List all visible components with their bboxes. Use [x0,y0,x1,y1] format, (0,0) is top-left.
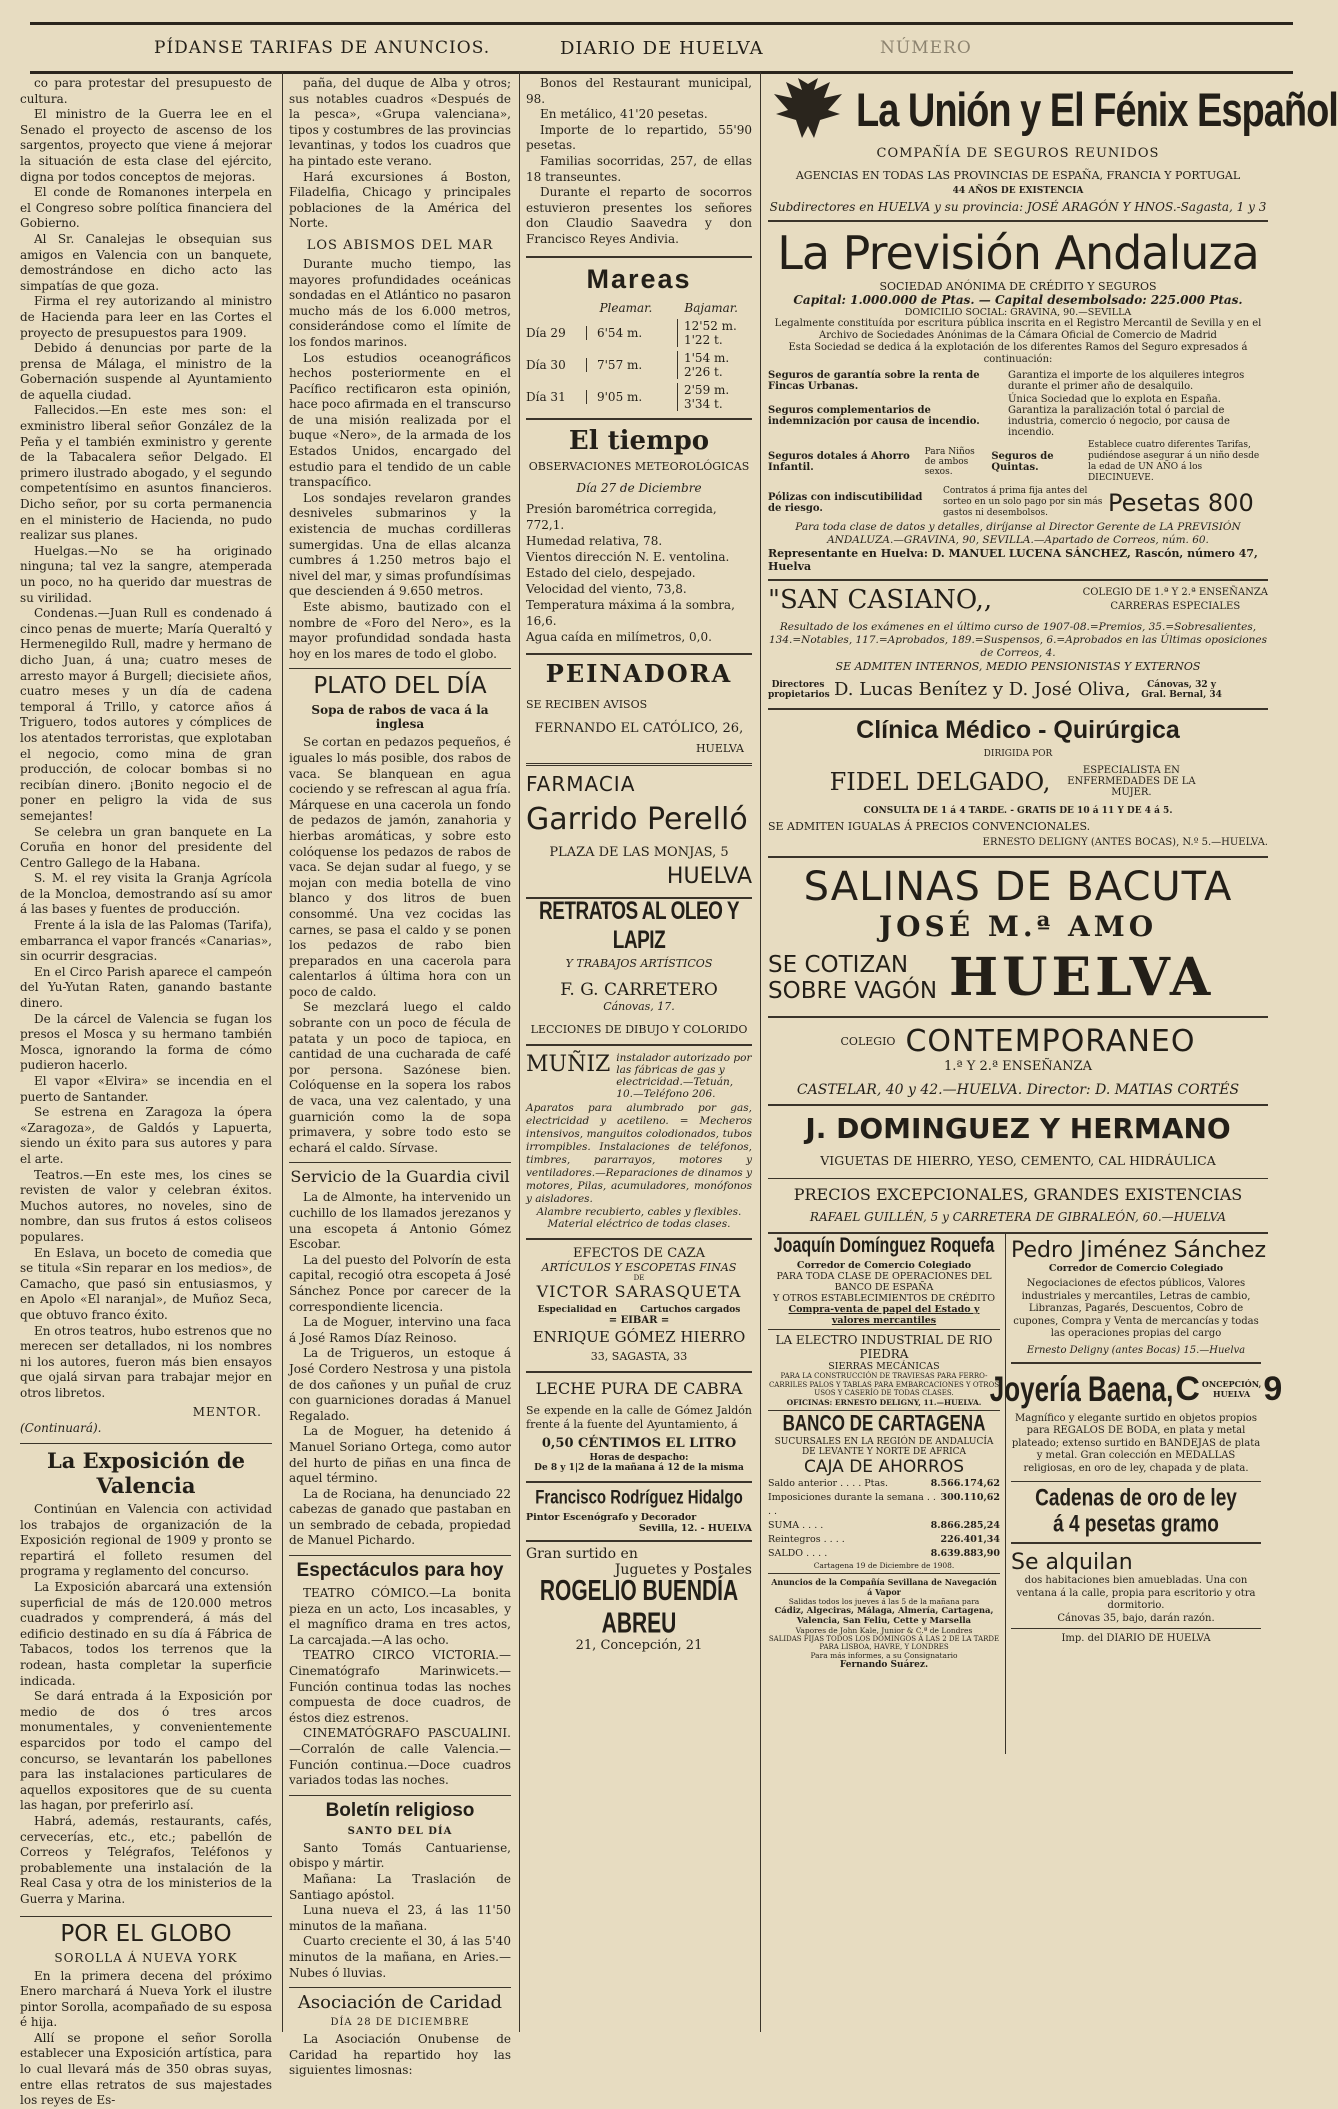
paragraph: El vapor «Elvira» se incendia en el puerto de Santander. [20,1074,272,1104]
muniz-head: instalador autorizado por las fábricas de gas y electricidad.—Tetuán, 10.—Teléfono 206. [616,1051,752,1100]
seguro-quintas: Seguros de Quintas. [991,451,1054,473]
farmacia-ad [526,772,752,889]
paragraph: El ministro de la Guerra lee en el Senado el proyecto de ascenso de los sargentos, proyecto que viene á mejorar la situación de esta clase del ejército, digna por todos conceptos de mejoras. [20,107,272,184]
baena-c: C [1175,1369,1200,1408]
section-title-guardia: Servicio de la Guardia civil [290,1167,510,1187]
casiano-body: Resultado de los exámenes en el último curso de 1907-08.=Premios, 35.=Sobresalientes, 134.=Notables, 117.=Aprobados, 189.=Suspensos, 6.=Aprobados en las Últimas oposiciones de Correos, 4. [768,621,1268,659]
tiempo-reading: Velocidad del viento, 73,8. [526,581,687,596]
column-4 [768,76,1338,2036]
alquilan-big: Se alquilan [1011,1550,1133,1575]
muniz-foot2: Material eléctrico de todas clases. [547,1217,731,1230]
baena-street: ONCEPCIÓN, [1201,1379,1262,1389]
contemp-sub: 1.ª Y 2.ª ENSEÑANZA [944,1059,1092,1074]
tiempo-reading: Agua caída en milímetros, 0,0. [526,629,712,644]
cartagena-row [768,1547,1000,1561]
paragraph: Se dará entrada á la Exposición por medio de dos ó tres arcos monumentales, y convenientemente esparcidos por todo el campo del concurso, se levantarán los pabellones para las instalaciones particulares de aquellos expositores que de su cuenta las hagan, por preferirlo así. [20,1689,272,1813]
caza-agent: ENRIQUE GÓMEZ HIERRO [532,1327,746,1346]
caridad-continued [526,76,752,248]
cartagena-value: 300.110,62 [940,1491,1000,1503]
seguro-polizas: Pólizas con indiscutibilidad de riesgo. [768,491,923,514]
tiempo-reading: Estado del cielo, despejado. [526,565,696,580]
vapores-l2: Vapores de John Kale, Junior & C.ª de Londres [795,1625,973,1635]
paragraph: La Exposición abarcará una extensión superficial de más de 120.000 metros cuadrados y comprenderá, á más del edificio destinado en su día á Fábrica de Tabacos, todos los terrenos que la rodean, hasta completar la superficie indicada. [20,1580,272,1688]
salinas-l2: SOBRE VAGÓN [768,977,938,1004]
roquefa-l1: PARA TODA CLASE DE OPERACIONES DEL BANCO DE ESPAÑA [776,1271,992,1293]
marea-baja1: 1'54 m. [684,350,730,365]
casiano-names: D. Lucas Benítez y D. José Oliva, [834,679,1131,700]
caza-esp: Especialidad en [537,1304,617,1315]
paragraph: Habrá, además, restaurants, cafés, cervecerías, etc., etc.; pabellón de Correos y Telégrafos, Teléfonos y probablemente una instalación de la Real Casa y otra de los ministerios de la Guerra y Marina. [20,1813,272,1906]
globo-article [20,1969,272,2109]
paragraph: En otros teatros, hubo estrenos que no merecen ser detallados, ni los nombres ni los autores, fueron más bien ensayos que ojalá sirvan para trabajar mejor en otros libretos. [20,1323,272,1400]
paragraph: La Asociación Onubense de Caridad ha repartido hoy las siguientes limosnas: [289,2032,511,2078]
alquilan-addr: Cánovas 35, bajo, darán razón. [1057,1612,1215,1624]
clinica-igual: SE ADMITEN IGUALAS Á PRECIOS CONVENCIONALES. [768,820,1091,833]
tiempo-reading: Presión barométrica corregida, 772,1. [526,501,717,532]
paragraph: Continúan en Valencia con actividad los trabajos de organización de la Exposición regional de 1909 y pronto se repartirá el folleto resumen del programa y reglamento del concurso. [20,1502,272,1579]
peinadora-ad [526,659,752,755]
san-casiano-ad [768,585,1268,700]
plato-subtitle: Sopa de rabos de vaca á la inglesa [311,703,489,732]
expo-article [20,1502,272,1907]
tiempo-readings [526,501,752,645]
paragraph: Importe de lo repartido, 55'90 pesetas. [526,122,752,153]
column-2 [289,76,511,2078]
prevision-dom: DOMICILIO SOCIAL: GRAVINA, 90.—SEVILLA [904,307,1132,318]
seguro-renta: Seguros de garantía sobre la renta de Fincas Urbanas. [768,370,980,392]
roquefa-l3: Compra-venta de papel del Estado y valores mercantiles [788,1304,980,1326]
marea-dia: Día 29 [526,325,566,340]
paragraph: La de Moguer, ha detenido á Manuel Soriano Ortega, como autor del hurto de piñas en una finca de aquel término. [289,1424,511,1486]
clinica-name: FIDEL DELGADO, [829,767,1051,796]
caza-eibar: = EIBAR = [608,1314,670,1326]
seguro-polizas-desc: Contratos á prima fija antes del sorteo en un solo pago por sin más gastos ni desembolsos. [943,486,1103,518]
marea-bajamar [677,383,729,411]
casiano-title: "SAN CASIANO,, [768,585,993,615]
cartagena-value: 226.401,34 [940,1533,1000,1545]
paragraph: co para protestar del presupuesto de cultura. [20,76,272,106]
paragraph: En la primera decena del próximo Enero marchará á Nueva York el ilustre pintor Sorolla, acompañado de su esposa é hija. [20,1968,272,2030]
header-title: DIARIO DE HUELVA [560,38,764,59]
cartagena-caja: CAJA DE AHORROS [803,1456,965,1477]
cartagena-key: SALDO . . . . [768,1547,828,1559]
rogelio-l1: Gran surtido en [526,1545,638,1562]
prevision-price: Pesetas 800 [1108,488,1254,517]
rio-body: PARA LA CONSTRUCCIÓN DE TRAVIESAS PARA FERRO-CARRILES PALOS Y TABLAS PARA EMBARCACIONES Y OTROS USOS Y CASERÍO DE TODAS CLASES. [768,1372,1000,1397]
leche-hours: De 8 y 1|2 de la mañana á 12 de la misma [534,1462,744,1473]
section-title-boletin: Boletín religioso [325,1799,475,1821]
caza-name: VICTOR SARASQUETA [536,1281,742,1301]
paragraph: Hará excursiones á Boston, Filadelfia, Chicago y principales poblaciones de la América del Norte. [289,169,511,231]
paragraph: En Eslava, un boceto de comedia que se titula «Sin reparar en los medios», de Camacho, que pasó sin entusiasmos, y en Apolo «El naranjal», de Muñoz Seca, que obtuvo franco éxito. [20,1245,272,1322]
mareas-table [526,319,752,411]
casiano-adm: SE ADMITEN INTERNOS, MEDIO PENSIONISTAS Y EXTERNOS [835,660,1201,673]
paragraph: Los estudios oceanográficos hechos posteriormente en el Pacífico rectificaron esta opinión, hace poco afirmada en el transcurso de una misión realizada por el buque «Nero», de la armada de los Estados Unidos, encargado del estudio para el tendido de un cable transpacífico. [289,350,511,490]
pedro-addr: Ernesto Deligny (antes Bocas) 15.—Huelva [1026,1344,1246,1356]
header-left: PÍDANSE TARIFAS DE ANUNCIOS. [154,38,491,58]
caza-addr: 33, SAGASTA, 33 [590,1349,688,1363]
rogelio-name: ROGELIO BUENDÍA ABREU [539,1575,739,1639]
marea-baja2: 2'26 t. [684,364,723,379]
paragraph: En el Circo Parish aparece el campeón del Yu-Yutan Raten, ganando bastante dinero. [20,964,272,1011]
roquefa-title: Corredor de Comercio Colegiado [796,1260,972,1271]
paragraph: Frente á la isla de las Palomas (Tarifa), embarranca el vapor francés «Canarias», sin ocurrir desgracias. [20,918,272,964]
section-title-exposicion: La Exposición de Valencia [46,1448,246,1499]
dominguez-prices: PRECIOS EXCEPCIONALES, GRANDES EXISTENCIAS [793,1185,1243,1204]
cartagena-key: Saldo anterior . . . . Ptas. [768,1477,889,1489]
paragraph: TEATRO CÓMICO.—La bonita pieza en un acto, Los incasables, y el magnífico drama en tres actos, La carcajada.—A las ocho. [289,1586,511,1647]
casiano-r2: CARRERAS ESPECIALES [1110,601,1241,612]
pedro-name: Pedro Jiménez Sánchez [1011,1238,1267,1263]
paragraph: La del puesto del Polvorín de esta capital, recogió otra escopeta á José Sánchez Ponce por carecer de la correspondiente licencia. [289,1252,511,1314]
mareas-row [526,383,752,411]
marea-baja2: 1'22 t. [684,332,723,347]
union-sub: COMPAÑÍA DE SEGUROS REUNIDOS [876,146,1160,161]
union-years: 44 AÑOS DE EXISTENCIA [952,186,1084,196]
roquefa-l2: Y OTROS ESTABLECIMIENTOS DE CRÉDITO [772,1293,996,1304]
paragraph: CINEMATÓGRAFO PASCUALINI.—Corralón de calle Valencia.—Función continua.—Doce cuadros variados todas las noches. [289,1726,511,1788]
pedro-title: Corredor de Comercio Colegiado [1048,1263,1224,1274]
paragraph: Al Sr. Canalejas le obsequian sus amigos en Valencia con un banquete, demostrándose en dicho acto las simpatías de que goza. [20,231,272,293]
paragraph: La de Moguer, intervino una faca á José Ramos Díaz Reinoso. [289,1315,511,1345]
paragraph: Cuarto creciente el 30, á las 5'40 minutos de la mañana, en Aries.—Nubes ó lluvias. [289,1934,511,1980]
caza-de: DE [633,1273,645,1282]
marea-bajamar [677,319,737,347]
cartagena-value: 8.566.174,62 [930,1477,1000,1489]
boletin-article [289,1841,511,1981]
cartagena-value: 8.639.883,90 [930,1547,1000,1559]
retratos-lessons: LECCIONES DE DIBUJO Y COLORIDO [530,1022,748,1036]
retratos-title: RETRATOS AL OLEO Y LAPIZ [538,897,740,954]
signature: MENTOR. [192,1405,262,1420]
rio-name: LA ELECTRO INDUSTRIAL DE RIO PIEDRA [775,1333,993,1361]
pedro-body: Negociaciones de efectos públicos, Valores industriales y mercantiles, Letras de cambio, Libranzas, Pagarés, Descuentos, Cobro de cupones, Compra y Venta de mercancías y todas las operaciones propias del cargo [1013,1278,1259,1339]
asociacion-subtitle: DÍA 28 DE DICIEMBRE [330,2017,470,2029]
marea-baja2: 3'34 t. [684,396,723,411]
paragraph: S. M. el rey visita la Granja Agrícola de la Moncloa, demostrando así su amor á las bases y fuentes de producción. [20,871,272,917]
plato-article [289,735,511,1156]
union-sub2: Subdirectores en HUELVA y su provincia: JOSÉ ARAGÓN Y HNOS.-Sagasta, 1 y 3 [769,200,1267,214]
cartagena-title: BANCO DE CARTAGENA [782,1410,986,1436]
salinas-ad [768,864,1268,1008]
vapores-ports: Cádiz, Algeciras, Málaga, Almería, Cartagena, Valencia, San Feliu, Cette y Marsella [774,1605,994,1626]
clinica-addr: ERNESTO DELIGNY (ANTES BOCAS), N.º 5.—HUELVA. [982,837,1268,848]
dominguez-name: J. DOMINGUEZ Y HERMANO [805,1112,1231,1145]
cartagena-key: Reintegros . . . . [768,1533,845,1545]
seguro-incendio: Seguros complementarios de indemnización por causa de incendio. [768,405,980,427]
clinica-ad [768,716,1268,848]
hidalgo-name: Francisco Rodríguez Hidalgo [535,1485,743,1509]
marea-dia: Día 31 [526,389,566,404]
hidalgo-prof: Pintor Escenógrafo y Decorador [526,1511,697,1523]
rogelio-l2: Juguetes y Postales [614,1561,752,1578]
masthead-bar [30,22,1293,74]
casiano-dir: Directores propietarios [768,679,830,700]
retratos-sub: Y TRABAJOS ARTÍSTICOS [565,956,713,970]
paragraph: Allí se propone el señor Sorolla establecer una Exposición artística, para lo cual llevará más de 350 obras suyas, entre ellas retratos de sus majestades los reyes de Es- [20,2030,272,2108]
clinica-title: Clínica Médico - Quirúrgica [856,716,1180,744]
baena-body: Magnífico y elegante surtido en objetos propios para REGALOS DE BODA, en plata y metal plateado; extenso surtido en BANDEJAS de plata y metal. Gran colección en MEDALLAS religiosas, en oro de ley, chapada y de plata. [1011,1412,1261,1474]
marea-bajamar [677,351,729,379]
rio-of: OFICINAS: ERNESTO DELIGNY, 11.—HUELVA. [786,1397,982,1407]
caza-l1: EFECTOS DE CAZA [572,1245,706,1261]
bajamar-label: Bajamar. [684,300,738,315]
column-1 [20,76,272,2108]
mareas-box [526,264,752,414]
dominguez-sub: VIGUETAS DE HIERRO, YESO, CEMENTO, CAL HIDRÁULICA [820,1153,1216,1168]
cartagena-sub: SUCURSALES EN LA REGIÓN DE ANDALUCÍA DE LEVANTE Y NORTE DE AFRICA [774,1436,994,1457]
hidalgo-addr: Sevilla, 12. - HUELVA [638,1522,752,1534]
tiempo-date: Día 27 de Diciembre [576,480,702,495]
contemporaneo-ad [768,1024,1268,1098]
tiempo-reading: Temperatura máxima á la sombra, 16,6. [526,597,735,628]
paragraph: Firma el rey autorizando al ministro de Hacienda para leer en las Cortes el proyecto de presupuestos para 1909. [20,294,272,340]
casiano-addr: Cánovas, 32 y Gral. Bernal, 34 [1141,679,1222,700]
section-title-globo: POR EL GLOBO [60,1920,232,1947]
tiempo-subtitle: OBSERVACIONES METEOROLÓGICAS [528,459,750,473]
salinas-l1: SE COTIZAN [768,951,909,978]
leche-price: 0,50 CÉNTIMOS EL LITRO [541,1435,737,1451]
paragraph: Este abismo, bautizado con el nombre de «Foro del Nero», es la mayor profundidad sondada hasta hoy en los mares de todo el globo. [289,600,511,661]
paragraph: Se estrena en Zaragoza la ópera «Zaragoza», de Galdós y Lapuerta, siendo un éxito para sus autores y para el arte. [20,1105,272,1166]
section-title-espectaculos: Espectáculos para hoy [296,1560,504,1582]
rogelio-addr: 21, Concepción, 21 [575,1637,703,1653]
paragraph: La de Rociana, ha denunciado 22 cabezas de ganado que pastaban en un sembrado de cebada, propiedad de Manuel Pichardo. [289,1486,511,1548]
phoenix-emblem-icon [768,76,848,146]
clinica-dir: DIRIGIDA POR [983,749,1053,759]
caza-cart: Cartuchos cargados [640,1304,741,1315]
prevision-ad [768,226,1268,573]
union-title: La Unión y El Fénix Español [856,84,1338,137]
cartagena-date: Cartagena 19 de Diciembre de 1908. [813,1560,955,1570]
cadenas-l2: á 4 pesetas gramo [1053,1511,1219,1538]
imprenta: Imp. del DIARIO DE HUELVA [1061,1632,1211,1644]
paragraph: Durante el reparto de socorros estuvieron presentes los señores don Claudio Saavedra y don Francisco Reyes Andivia. [526,185,752,246]
mareas-row [526,319,752,347]
peinadora-l1: SE RECIBEN AVISOS [526,697,648,711]
muniz-foot1: Alambre recubierto, cables y flexibles. [536,1205,742,1218]
paragraph: Bonos del Restaurant municipal, 98. [526,76,752,106]
paragraph: El conde de Romanones interpela en el Congreso sobre política financiera del Gobierno. [20,185,272,231]
section-title-plato: PLATO DEL DÍA [313,673,487,700]
baena-city: HUELVA [1213,1389,1251,1399]
salinas-name: JOSÉ M.ª AMO [878,910,1158,943]
union-agencias: AGENCIAS EN TODAS LAS PROVINCIAS DE ESPAÑA, FRANCIA Y PORTUGAL [795,169,1241,182]
pedro-ad [989,1238,1283,1644]
tiempo-reading: Vientos dirección N. E. ventolina. [526,549,730,564]
header-right: NÚMERO [880,38,972,58]
guardia-article [289,1190,511,1549]
cartagena-row [768,1533,1000,1547]
dominguez-addr: RAFAEL GUILLÉN, 5 y CARRETERA DE GIBRALEÓN, 60.—HUELVA [809,1210,1227,1224]
paragraph: La de Almonte, ha intervenido un cuchillo de los llamados jerezanos y una escopeta á Antonio Gómez Escobar. [289,1190,511,1252]
tiempo-reading: Humedad relativa, 78. [526,533,663,548]
paragraph: Durante mucho tiempo, las mayores profundidades oceánicas sondadas en el Atlántico no pasaron mucho más de los 6.000 metros, considerándose como el límite de los fondos marinos. [289,256,511,349]
paragraph: Luna nueva el 23, á las 11'50 minutos de la mañana. [289,1903,511,1933]
retratos-addr: Cánovas, 17. [603,999,675,1013]
rio-sub: SIERRAS MECÁNICAS [828,1361,940,1372]
tiempo-box [526,426,752,645]
peinadora-addr: FERNANDO EL CATÓLICO, 26, [534,720,744,736]
cartagena-key: Imposiciones durante la semana . . . . [768,1491,936,1517]
union-fenix-ad [768,76,1338,214]
vapores-l4: Para más informes, a su Consignatario [810,1650,958,1660]
retratos-name: F. G. CARRETERO [560,979,718,1000]
peinadora-title: PEINADORA [545,658,733,688]
mareas-row [526,351,752,379]
vapores-cons: Fernando Suárez. [839,1659,929,1670]
asociacion-article [289,2032,511,2079]
abismos-title: LOS ABISMOS DEL MAR [306,237,494,253]
paragraph: Familias socorridas, 257, de ellas 18 transeuntes. [526,153,752,184]
paragraph: TEATRO CIRCO VICTORIA.—Cinematógrafo Marinwicets.—Función continua todas las noches compuesta de doce cuadros, de éstos diez estrenos. [289,1648,511,1725]
sorolla-continued [289,76,511,232]
farmacia-addr: PLAZA DE LAS MONJAS, 5 [549,844,729,860]
farmacia-city: HUELVA [666,863,752,889]
boletin-subtitle: SANTO DEL DÍA [347,1825,453,1837]
news-summary [20,76,272,1401]
contemp-name: CONTEMPORANEO [905,1024,1196,1059]
dominguez-ad [768,1112,1268,1224]
vapores-head: Anuncios de la Compañía Sevillana de Navegación á Vapor [771,1576,997,1597]
seguro-incendio-desc: Única Sociedad que lo explota en España. Garantiza la paralización total ó parcial de industria, comercio ó negocio, por causa de incendio. [1008,394,1230,438]
paragraph: Teatros.—En este mes, los cines se revisten de valor y celebran éxitos. Muchos autores, no noveles, sino de nombre, dan sus frutos á estos coliseos populares. [20,1167,272,1244]
prevision-legal: Legalmente constituída por escritura pública inscrita en el Registro Mercantil de Sevilla y en el Archivo de Sociedades Anónimas de la Cámara Oficial de Comercio de Madrid [774,318,1262,341]
column-rule-2 [519,72,520,2032]
marea-baja1: 2'59 m. [684,382,730,397]
alquilan-body: dos habitaciones bien amuebladas. Una con ventana á la calle, propia para escritorio y otra dormitorio. [1016,1575,1256,1611]
seguro-renta-desc: Garantiza el importe de los alquileres integros durante el primer año de desalquilo. [1008,370,1245,392]
prevision-datos: Para toda clase de datos y detalles, diríjanse al Director Gerente de LA PREVISIÓN ANDALUZA.—GRAVINA, 90, SEVILLA.—Apartado de Correos, núm. 60. [795,521,1241,546]
seguro-quintas-desc: Establece cuatro diferentes Tarifas, pudiéndose asegurar á un niño desde la edad de UN AÑO á los DIECINUEVE. [1087,440,1260,483]
muniz-ad [526,1052,752,1230]
leche-body: Se expende en la calle de Gómez Jaldón frente á la fuente del Ayuntamiento, á [526,1403,752,1431]
clinica-spec: ESPECIALISTA EN ENFERMEDADES DE LA MUJER. [1067,765,1196,798]
paragraph: En metálico, 41'20 pesetas. [540,107,708,122]
muniz-name: MUÑIZ [526,1051,611,1077]
column-rule-1 [282,72,283,2032]
cartagena-row [768,1477,1000,1491]
baena-name: Joyería Baena, [989,1368,1174,1409]
caza-ad [526,1246,752,1363]
leche-ad [526,1379,752,1473]
pleamar-label: Pleamar. [599,300,653,315]
marea-plea: 9'05 m. [586,390,677,404]
vapores-l1: Salidas todos los jueves á las 5 de la mañana para [788,1596,980,1606]
prevision-sub: SOCIEDAD ANÓNIMA DE CRÉDITO Y SEGUROS [879,280,1157,293]
paragraph: La de Trigueros, un estoque á José Cordero Nestrosa y una pistola de dos cañones y un puñal de cruz con guarniciones doradas á Manuel Regalado. [289,1346,511,1423]
marea-baja1: 12'52 m. [684,318,737,333]
caza-l2: ARTÍCULOS Y ESCOPETAS FINAS [541,1260,737,1274]
cartagena-value: 8.866.285,24 [930,1519,1000,1531]
contemp-pre: COLEGIO [840,1035,896,1048]
rogelio-ad [526,1546,752,1653]
paragraph: Debido á denuncias por parte de la prensa de Málaga, el ministro de la Gobernación suspende al Ayuntamiento de aquella ciudad. [20,341,272,402]
salinas-city: HUELVA [949,947,1215,1008]
vapores-l3: SALIDAS FIJAS TODOS LOS DOMINGOS Á LAS 2 DE LA TARDE PARA LISBOA, HAVRE, Y LONDRES [768,1634,1000,1651]
column-rule-3 [760,72,761,2032]
paragraph: Se cortan en pedazos pequeños, é iguales lo más posible, dos rabos de vaca. Se blanquean en agua cociendo y se refrescan al agua fría. Márquese en una cacerola un fondo de pedazos de jamón, zanahoria y hierbas aromáticas, y sobre esto colóquense los pedazos de rabos de vaca. Se dejan sudar al fuego, y se mojan con media botella de vino blanco y dos litros de buen consommé. Una vez cocidas las carnes, se pasa el caldo y se ponen los pedazos de rabo bien preparados en una cacerola para calentarlos á última hora con un poco de caldo. [289,735,511,999]
seguro-dotal-desc: Para Niños de ambos sexos. [924,447,975,477]
farmacia-name: Garrido Perelló [526,801,748,837]
continued-note: (Continuará). [20,1421,102,1436]
cartagena-row [768,1491,1000,1519]
paragraph: Condenas.—Juan Rull es condenado á cinco penas de muerte; María Queraltó y Hermenegildo Rull, madre y hermano de dicho Juan, á una; cuatro meses de arresto mayor á Burgell; diecisiete años, cuatro meses y un día de cadena temporal á Trillo, y catorce años á Triguero, todos autores y cómplices de los atentados terroristas, que explotaban el negocio, como mina de gran producción, de colocar bombas si no recibían dinero. ¡Bonito negocio el de poner en peligro la vida de sus semejantes! [20,606,272,823]
roquefa-ad [768,1235,1000,1670]
espectaculos-article [289,1586,511,1789]
paragraph: Los sondajes revelaron grandes desniveles submarinos y la existencia de muchas cordilleras sumergidas. Una de ellas alcanza cumbres á 1.250 metros bajo el nivel del mar, y simas profundísimas que descienden á 9.650 metros. [289,490,511,599]
seguro-dotal: Seguros dotales á Ahorro Infantil. [768,451,910,473]
prevision-capital: Capital: 1.000.000 de Ptas. — Capital desembolsado: 225.000 Ptas. [793,293,1243,307]
marea-plea: 7'57 m. [586,358,677,372]
prevision-title: La Previsión Andaluza [777,226,1259,280]
paragraph: Se mezclará luego el caldo sobrante con un poco de fécula de patata y un poco de tapioca, en cantidad de una cucharada de café por persona. Sazónese bien. Colóquense en la sopera los rabos de vaca, una vez calentado, y una guarnición como la de sopa primavera, y sobre todo esto se echará el caldo. Sírvase. [289,1000,511,1155]
salinas-title: SALINAS DE BACUTA [803,864,1233,910]
marea-plea: 6'54 m. [586,326,677,340]
hidalgo-ad [526,1485,752,1534]
abismos-article [289,257,511,662]
prevision-ded: Esta Sociedad se dedica á la explotación de los diferentes Ramos del Seguro expresados á continuación: [788,342,1248,365]
column-3 [526,76,752,2036]
leche-horas: Horas de despacho: [589,1452,689,1463]
mareas-title: Mareas [586,263,692,294]
marea-dia: Día 30 [526,357,566,372]
cadenas-l1: Cadenas de oro de ley [1035,1485,1237,1512]
paragraph: De la cárcel de Valencia se fugan los presos el Mosca y su hermano también Mosca, ignorando la forma de cómo pudieron hacerlo. [20,1011,272,1073]
contemp-addr: CASTELAR, 40 y 42.—HUELVA. Director: D. MATIAS CORTÉS [796,1082,1240,1098]
paragraph: Mañana: La Traslación de Santiago apóstol. [289,1871,511,1902]
paragraph: Huelgas.—No se ha originado ninguna; tal vez la sangre, atemperada un poco, no ha querido dar muestras de su virilidad. [20,543,272,605]
muniz-body: Aparatos para alumbrado por gas, electricidad y acetileno. = Mecheros intensivos, manguitos colodionados, tubos irrompibles. Instalaciones de teléfonos, timbres, pararrayos, motores y ventiladores.—Reparaciones de dinamos y motores, Pilas, acumuladores, monófonos y aisladores. [526,1101,752,1205]
baena-num: 9 [1263,1369,1283,1408]
casiano-r1: COLEGIO DE 1.ª Y 2.ª ENSEÑANZA [1082,587,1268,598]
paragraph: Fallecidos.—En este mes son: el exministro liberal señor González de la Peña y el también exministro y gerente de la Tabacalera señor Delgado. El primero ilustrado abogado, y el segundo competentísimo en asuntos financieros. Dicho señor, por su corta permanencia en el ministerio de Hacienda, no pudo realizar sus planes. [20,403,272,543]
farmacia-title: FARMACIA [526,771,636,796]
cartagena-table [768,1477,1000,1561]
leche-title: LECHE PURA DE CABRA [535,1378,743,1398]
paragraph: Se celebra un gran banquete en La Coruña en honor del presidente del Centro Gallego de la Habana. [20,824,272,870]
paragraph: Santo Tomás Cantuariense, obispo y mártir. [289,1840,511,1871]
alquilan-body-lead [1137,1557,1140,1568]
retratos-ad [526,897,752,1036]
roquefa-name: Joaquín Domínguez Roquefa [773,1235,995,1258]
tiempo-title: El tiempo [568,425,710,456]
cartagena-row [768,1519,1000,1533]
globo-subtitle: SOROLLA Á NUEVA YORK [54,1950,238,1965]
clinica-hours: CONSULTA DE 1 á 4 TARDE. - GRATIS DE 10 á 11 Y DE 4 á 5. [863,806,1173,816]
bottom-ads-grid [768,1234,1283,1754]
paragraph: paña, del duque de Alba y otros; sus notables cuadros «Después de la pesca», «Grupa valenciana», tipos y costumbres de las provincias levantinas, y todos los cuadros que ha pintado este verano. [289,76,511,168]
cartagena-key: SUMA . . . . [768,1519,824,1531]
section-title-asociacion: Asociación de Caridad [297,1992,503,2014]
prevision-repr: Representante en Huelva: D. MANUEL LUCENA SÁNCHEZ, Rascón, número 47, Huelva [768,547,1258,573]
peinadora-city: HUELVA [695,741,744,755]
